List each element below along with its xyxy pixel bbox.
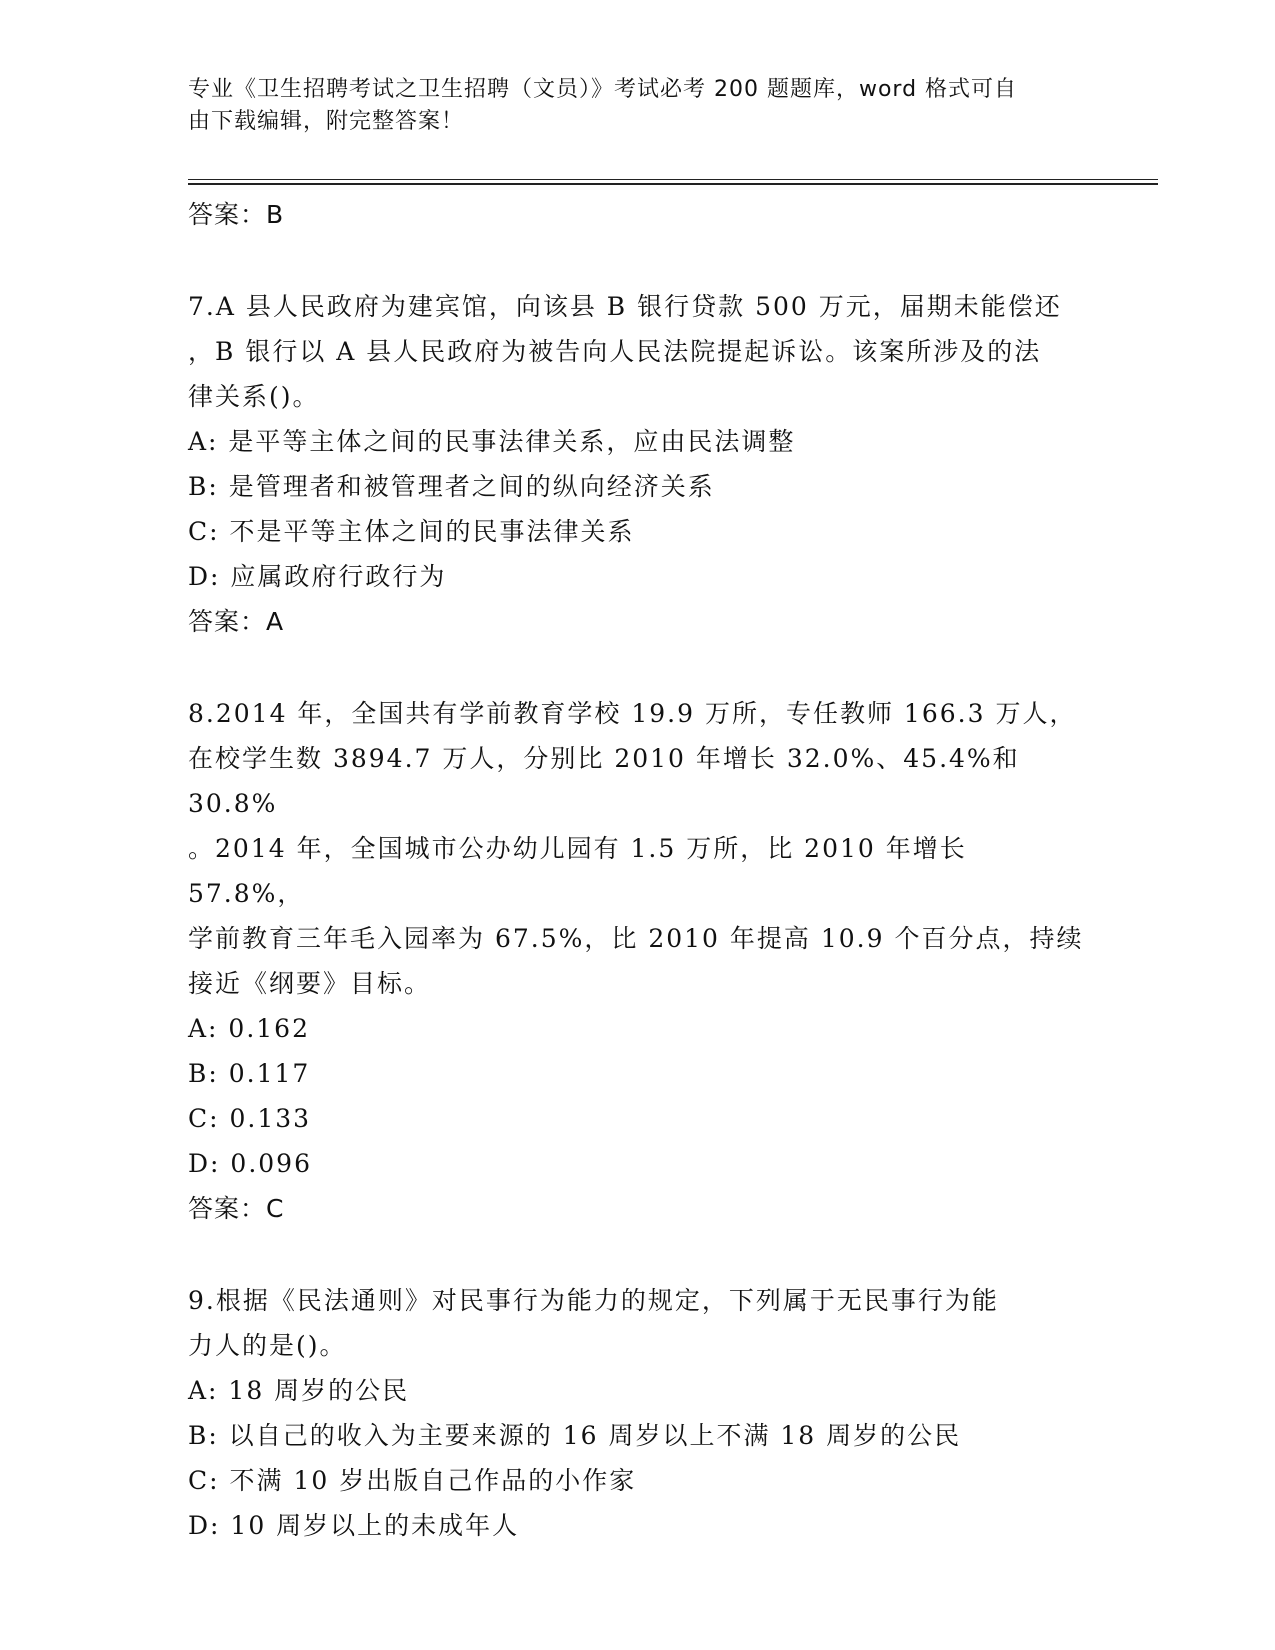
option-c: C: 不满 10 岁出版自己作品的小作家	[188, 1466, 637, 1495]
option-c: C: 不是平等主体之间的民事法律关系	[188, 517, 635, 546]
question-8	[188, 691, 1088, 1232]
option-d: D: 应属政府行政行为	[188, 562, 447, 591]
option-d: D: 10 周岁以上的未成年人	[188, 1511, 520, 1540]
header-line-2: 由下载编辑，附完整答案！	[188, 109, 465, 134]
question-text	[188, 284, 1088, 419]
option-b: B: 0.117	[188, 1059, 311, 1088]
question-7	[188, 284, 1088, 645]
document-header	[188, 74, 1088, 138]
question-line: 7.A 县人民政府为建宾馆，向该县 B 银行贷款 500 万元，届期未能偿还	[188, 292, 1062, 321]
option-a: A: 是平等主体之间的民事法律关系，应由民法调整	[188, 427, 796, 456]
question-line: 在校学生数 3894.7 万人，分别比 2010 年增长 32.0%、45.4%和 30.8%	[188, 744, 1020, 818]
question-text	[188, 1278, 1088, 1368]
header-line-1: 专业《卫生招聘考试之卫生招聘（文员）》考试必考 200 题题库，word 格式可自	[188, 77, 1018, 102]
question-line: 接近《纲要》目标。	[188, 969, 432, 998]
answer: 答案：C	[188, 1194, 285, 1223]
answer: 答案：A	[188, 607, 285, 636]
option-a: A: 18 周岁的公民	[188, 1376, 410, 1405]
option-b: B: 以自己的收入为主要来源的 16 周岁以上不满 18 周岁的公民	[188, 1421, 962, 1450]
question-line: 学前教育三年毛入园率为 67.5%，比 2010 年提高 10.9 个百分点，持续	[188, 924, 1084, 953]
option-b: B: 是管理者和被管理者之间的纵向经济关系	[188, 472, 715, 501]
question-line: 。2014 年，全国城市公办幼儿园有 1.5 万所，比 2010 年增长 57.8%，	[188, 834, 967, 908]
header-divider-thin	[188, 179, 1158, 180]
option-a: A: 0.162	[188, 1014, 310, 1043]
previous-answer: 答案：B	[188, 200, 285, 229]
question-line: 8.2014 年，全国共有学前教育学校 19.9 万所，专任教师 166.3 万人，	[188, 699, 1077, 728]
question-line: 力人的是()。	[188, 1331, 347, 1360]
option-c: C: 0.133	[188, 1104, 312, 1133]
question-list	[188, 192, 1088, 1548]
question-9	[188, 1278, 1088, 1548]
question-text	[188, 691, 1088, 1006]
question-line: ，B 银行以 A 县人民政府为被告向人民法院提起诉讼。该案所涉及的法	[188, 337, 1042, 366]
question-line: 律关系()。	[188, 382, 320, 411]
question-line: 9.根据《民法通则》对民事行为能力的规定，下列属于无民事行为能	[188, 1286, 999, 1315]
option-d: D: 0.096	[188, 1149, 312, 1178]
header-divider-thick	[188, 183, 1158, 185]
